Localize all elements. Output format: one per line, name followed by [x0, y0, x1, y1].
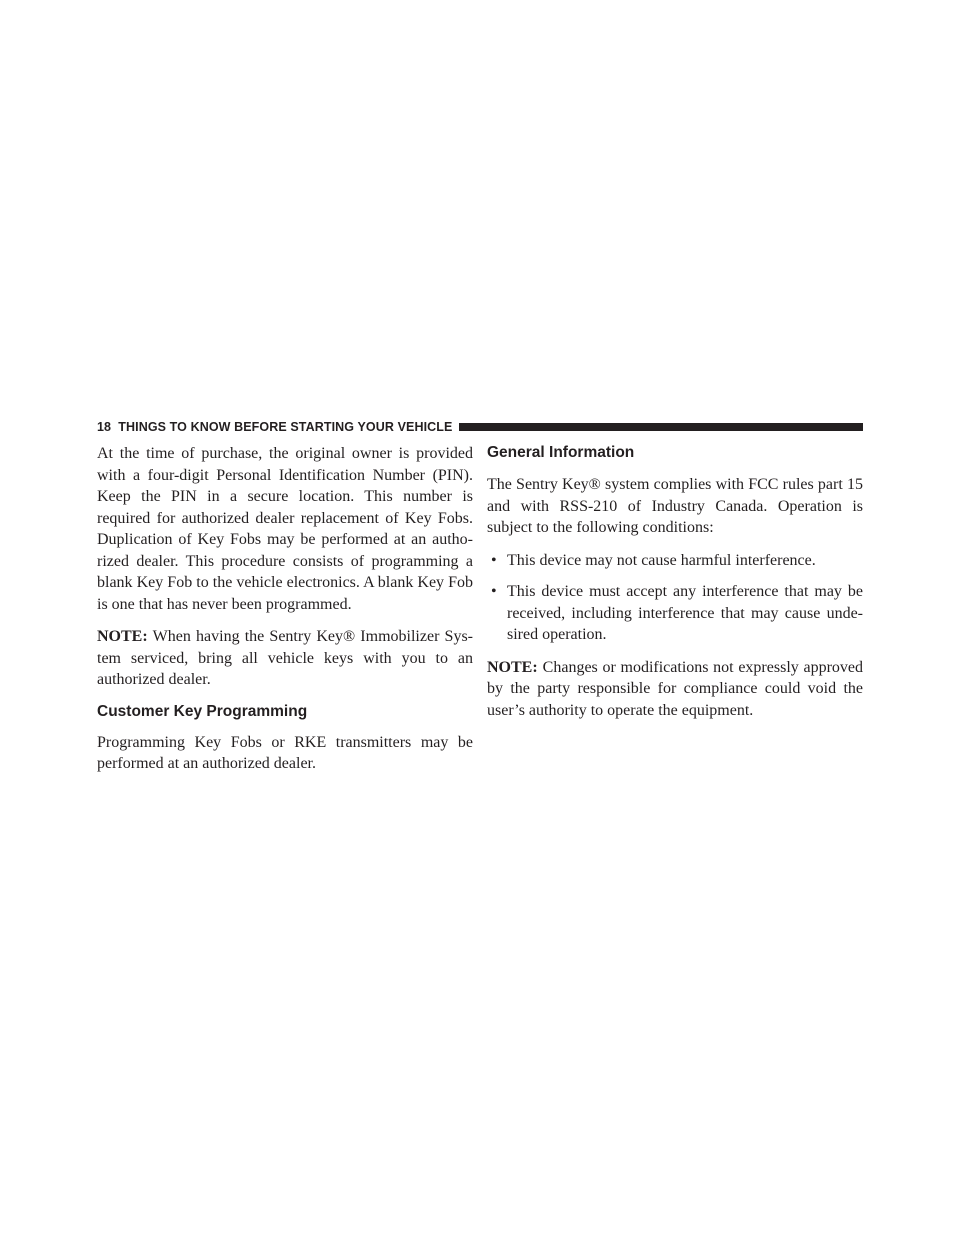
conditions-list: [487, 550, 863, 646]
section-title: THINGS TO KNOW BEFORE STARTING YOUR VEHICLE: [118, 420, 453, 434]
header-rule: [459, 423, 863, 431]
left-column: [97, 443, 473, 786]
list-item-text: This device may not cause harmful interference.: [507, 551, 816, 569]
customer-key-programming-heading: Customer Key Programming: [97, 702, 308, 720]
pin-paragraph: At the time of purchase, the original owner is provided with a four-digit Personal Identification Number (PIN). Keep the PIN in a secure location. This number is required for authorized dealer replacement of Key Fobs. Duplication of Key Fobs may be performed at an autho- rized dealer. This procedure consists of programming a blank Key Fob to the vehicle electronics. A blank Key Fob is one that has never been programmed.: [97, 445, 473, 613]
programming-paragraph: Programming Key Fobs or RKE transmitters may be performed at an authorized dealer.: [97, 733, 473, 772]
page-number: 18: [97, 420, 112, 434]
list-item-text: This device must accept any interference that may be received, including interference that may cause unde- sired operation.: [507, 583, 863, 643]
note-label: NOTE:: [487, 658, 538, 676]
page-header: [97, 418, 863, 436]
note-text: When having the Sentry Key® Immobilizer Sys- tem serviced, bring all vehicle keys with you to an authorized dealer.: [97, 628, 473, 688]
right-column: [487, 443, 863, 732]
general-information-heading: General Information: [487, 444, 635, 461]
header-text: [97, 420, 452, 434]
bullet-icon: •: [491, 551, 497, 569]
modifications-note: [487, 657, 863, 722]
immobilizer-note: [97, 626, 473, 691]
note-label: NOTE:: [97, 628, 148, 645]
list-item: [487, 581, 863, 646]
note-text: Changes or modifications not expressly approved by the party responsible for compliance could void the user’s authority to operate the equipment.: [487, 658, 863, 719]
fcc-paragraph: The Sentry Key® system complies with FCC rules part 15 and with RSS-210 of Industry Canada. Operation is subject to the following conditions:: [487, 476, 863, 536]
list-item: [487, 550, 863, 572]
bullet-icon: •: [491, 583, 497, 600]
